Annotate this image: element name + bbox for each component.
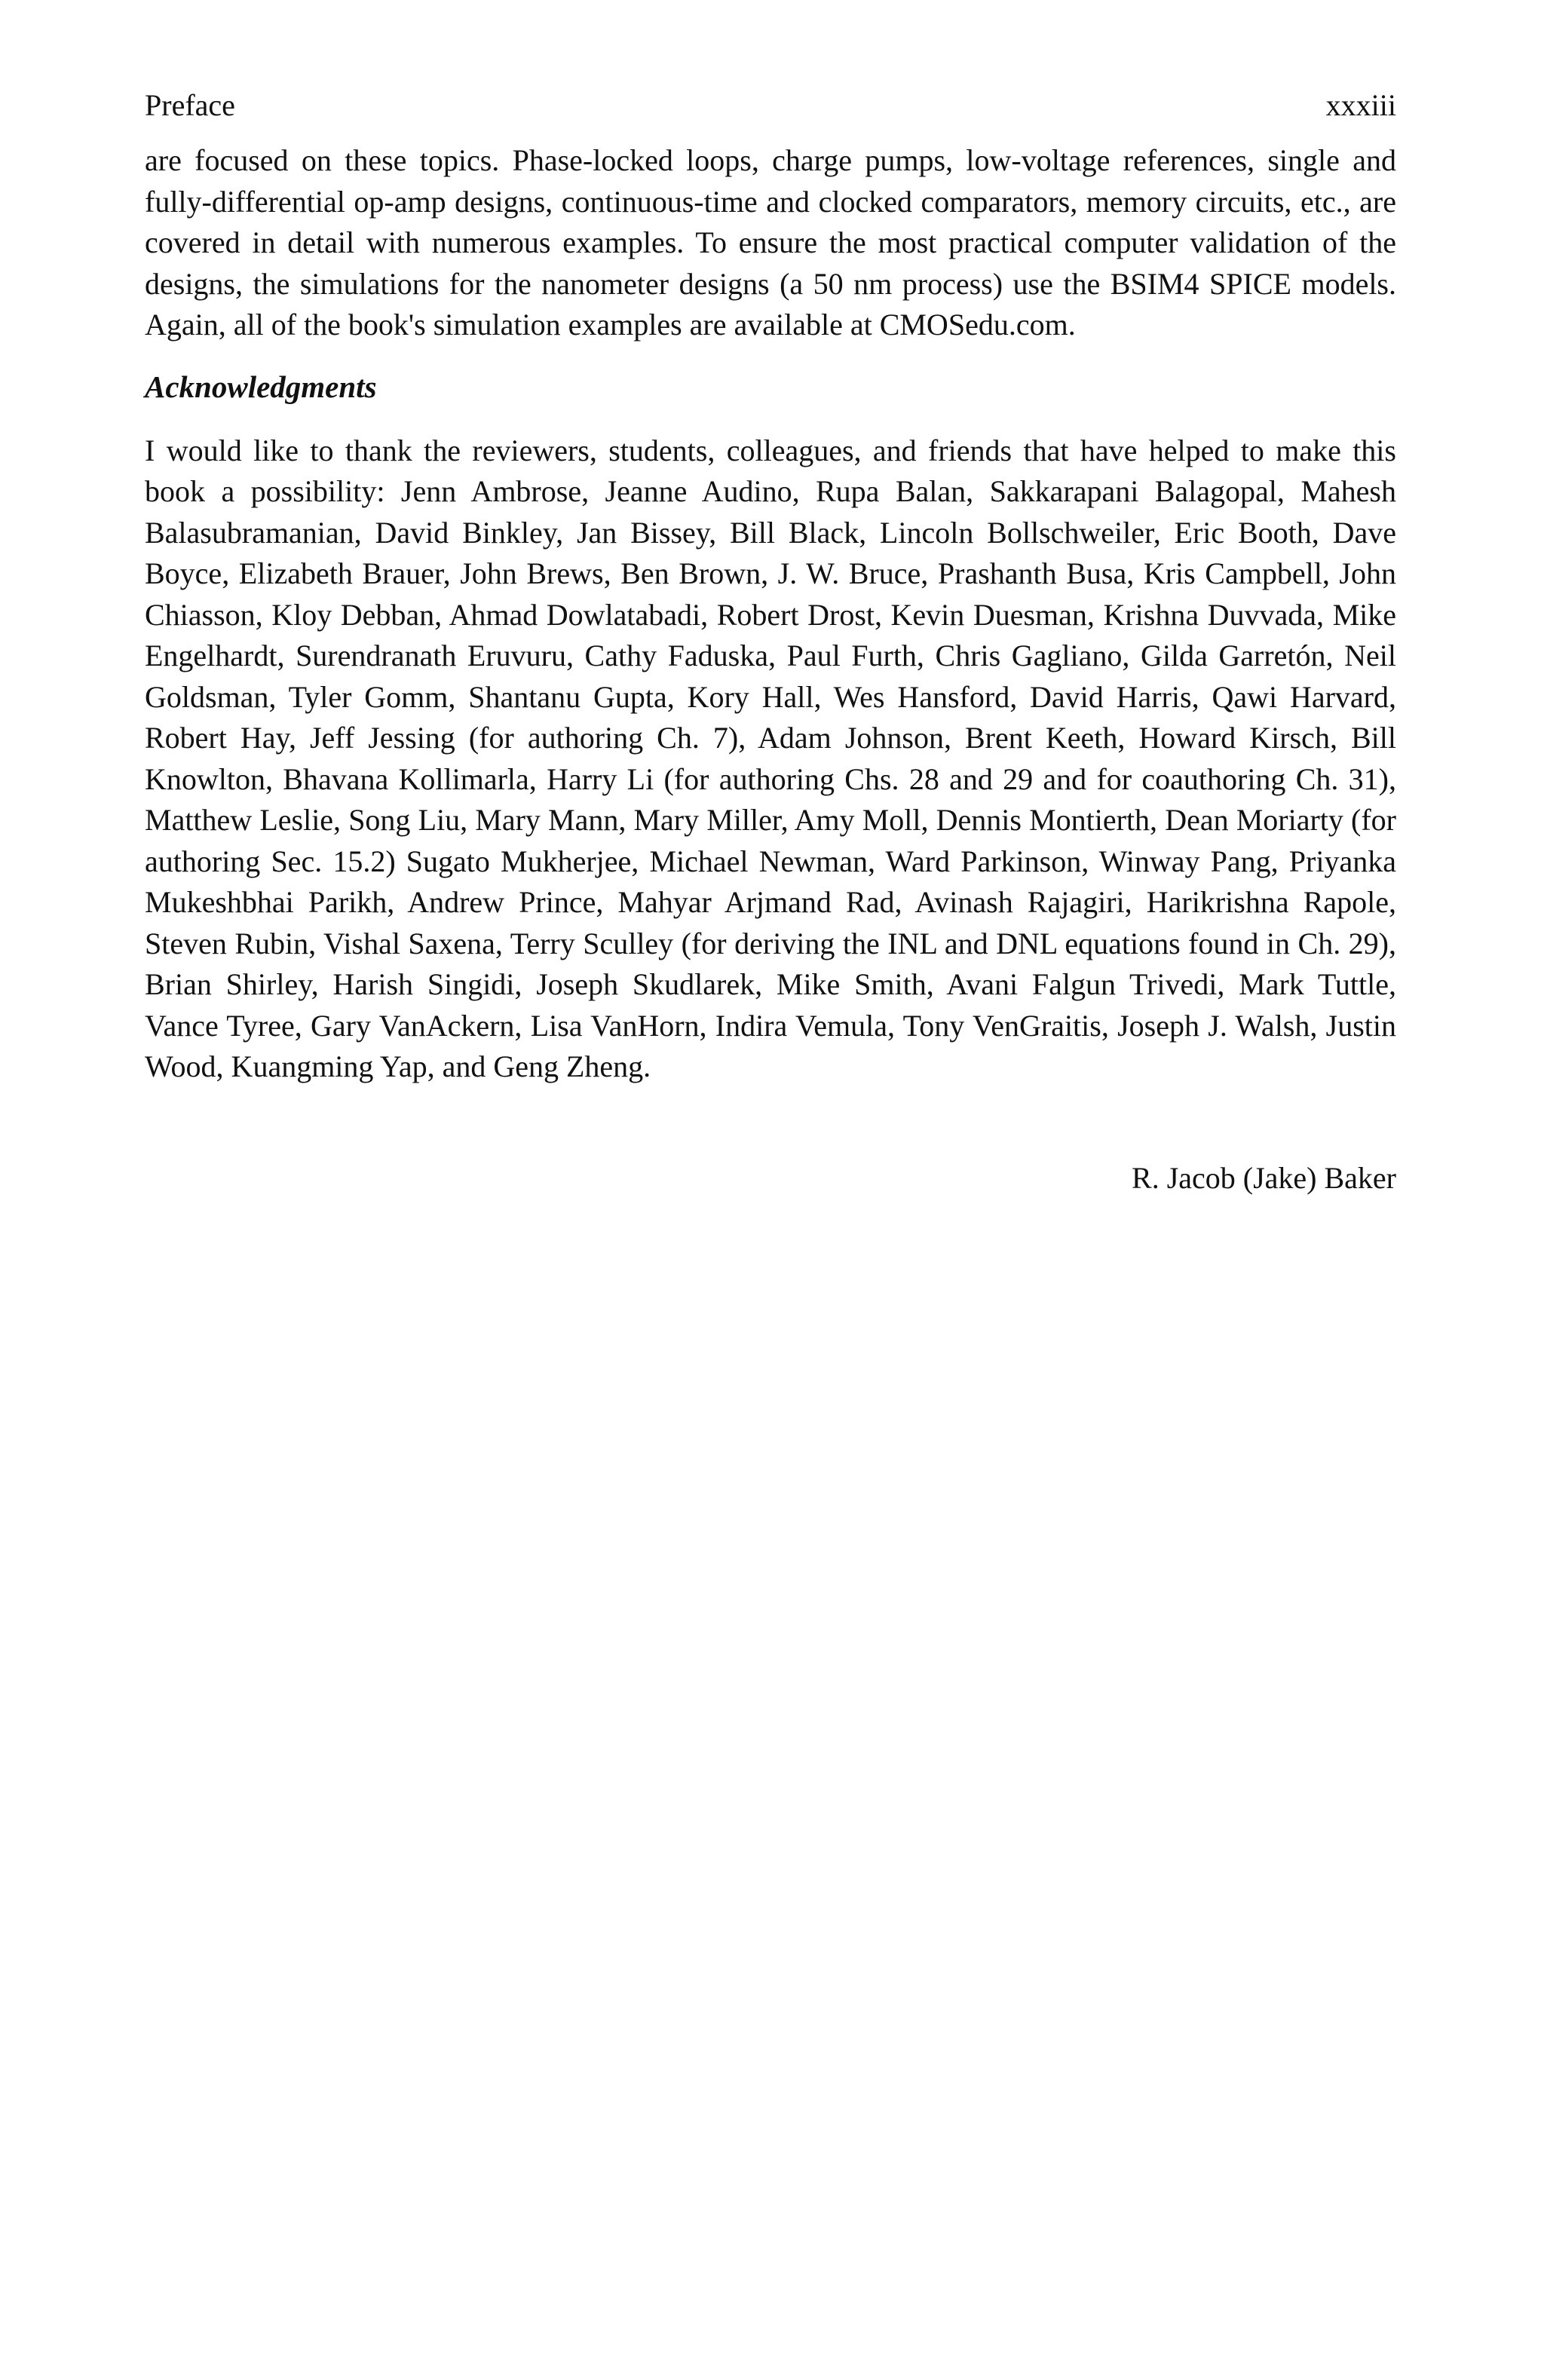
book-page: [145, 84, 1396, 1199]
author-signature: R. Jacob (Jake) Baker: [1132, 1160, 1396, 1195]
acknowledgments-paragraph: I would like to thank the reviewers, students, colleagues, and friends that have helped to make this book a possibility: Jenn Ambrose, Jeanne Audino, Rupa Balan, Sakkarapani Balagopal, Mahesh Balasubramanian, David Binkley, Jan Bissey, Bill Black, Lincoln Bollschweiler, Eric Booth, Dave Boyce, Elizabeth Brauer, John Brews, Ben Brown, J. W. Bruce, Prashanth Busa, Kris Campbell, John Chiasson, Kloy Debban, Ahmad Dowlatabadi, Robert Drost, Kevin Duesman, Krishna Duvvada, Mike Engelhardt, Surendranath Eruvuru, Cathy Faduska, Paul Furth, Chris Gagliano, Gilda Garretón, Neil Goldsman, Tyler Gomm, Shantanu Gupta, Kory Hall, Wes Hansford, David Harris, Qawi Harvard, Robert Hay, Jeff Jessing (for authoring Ch. 7), Adam Johnson, Brent Keeth, Howard Kirsch, Bill Knowlton, Bhavana Kollimarla, Harry Li (for authoring Chs. 28 and 29 and for coauthoring Ch. 31), Matthew Leslie, Song Liu, Mary Mann, Mary Miller, Amy Moll, Dennis Montierth, Dean Moriarty (for authoring Sec. 15.2) Sugato Mukherjee, Michael Newman, Ward Parkinson, Winway Pang, Priyanka Mukeshbhai Parikh, Andrew Prince, Mahyar Arjmand Rad, Avinash Rajagiri, Harikrishna Rapole, Steven Rubin, Vishal Saxena, Terry Sculley (for deriving the INL and DNL equations found in Ch. 29), Brian Shirley, Harish Singidi, Joseph Skudlarek, Mike Smith, Avani Falgun Trivedi, Mark Tuttle, Vance Tyree, Gary VanAckern, Lisa VanHorn, Indira Vemula, Tony VenGraitis, Joseph J. Walsh, Justin Wood, Kuangming Yap, and Geng Zheng.: [145, 433, 1396, 1083]
page-number: xxxiii: [1325, 88, 1396, 122]
intro-paragraph: are focused on these topics. Phase-locked loops, charge pumps, low-voltage references, single and fully-differential op-amp designs, continuous-time and clocked comparators, memory circuits, etc., are covered in detail with numerous examples. To ensure the most practical computer validation of the designs, the simulations for the nanometer designs (a 50 nm process) use the BSIM4 SPICE models. Again, all of the book's simulation examples are available at CMOSedu.com.: [145, 143, 1396, 342]
running-head: [145, 84, 1396, 127]
acknowledgments-heading: Acknowledgments: [145, 369, 377, 404]
running-head-title: Preface: [145, 88, 235, 122]
